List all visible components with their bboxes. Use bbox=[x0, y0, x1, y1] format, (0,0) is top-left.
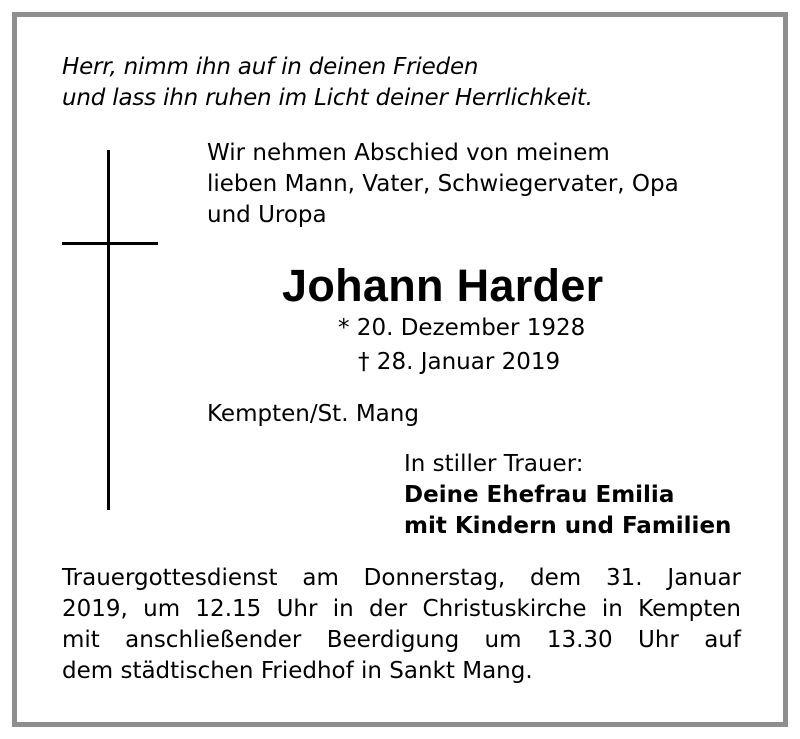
mourners-heading: In stiller Trauer: bbox=[404, 451, 584, 477]
mourners-spouse: Deine Ehefrau Emilia bbox=[404, 482, 675, 508]
farewell-line: lieben Mann, Vater, Schwiegervater, Opa bbox=[207, 171, 679, 197]
service-line: Trauergottesdienst am Donnerstag, dem 31. Januar bbox=[62, 565, 741, 591]
service-line: 2019, um 12.15 Uhr in der Christuskirche in Kempten bbox=[62, 596, 741, 622]
funeral-service-info bbox=[62, 563, 741, 687]
farewell-line: und Uropa bbox=[207, 202, 327, 228]
farewell-line: Wir nehmen Abschied von meinem bbox=[207, 140, 610, 166]
place: Kempten/St. Mang bbox=[207, 401, 419, 427]
death-date: † 28. Januar 2019 bbox=[358, 349, 561, 375]
cross-icon bbox=[107, 150, 110, 510]
verse bbox=[62, 52, 593, 114]
farewell-text bbox=[207, 138, 679, 231]
verse-line: Herr, nimm ihn auf in deinen Frieden bbox=[62, 54, 479, 80]
mourners-family: mit Kindern und Familien bbox=[404, 513, 732, 539]
cross-icon-bar bbox=[62, 242, 158, 245]
deceased-name: Johann Harder bbox=[282, 260, 604, 311]
mourners-block bbox=[404, 449, 731, 542]
service-line: dem städtischen Friedhof in Sankt Mang. bbox=[62, 658, 533, 684]
birth-date: * 20. Dezember 1928 bbox=[338, 315, 586, 341]
verse-line: und lass ihn ruhen im Licht deiner Herrlichkeit. bbox=[62, 85, 593, 111]
service-line: mit anschließender Beerdigung um 13.30 Uhr auf bbox=[62, 627, 741, 653]
